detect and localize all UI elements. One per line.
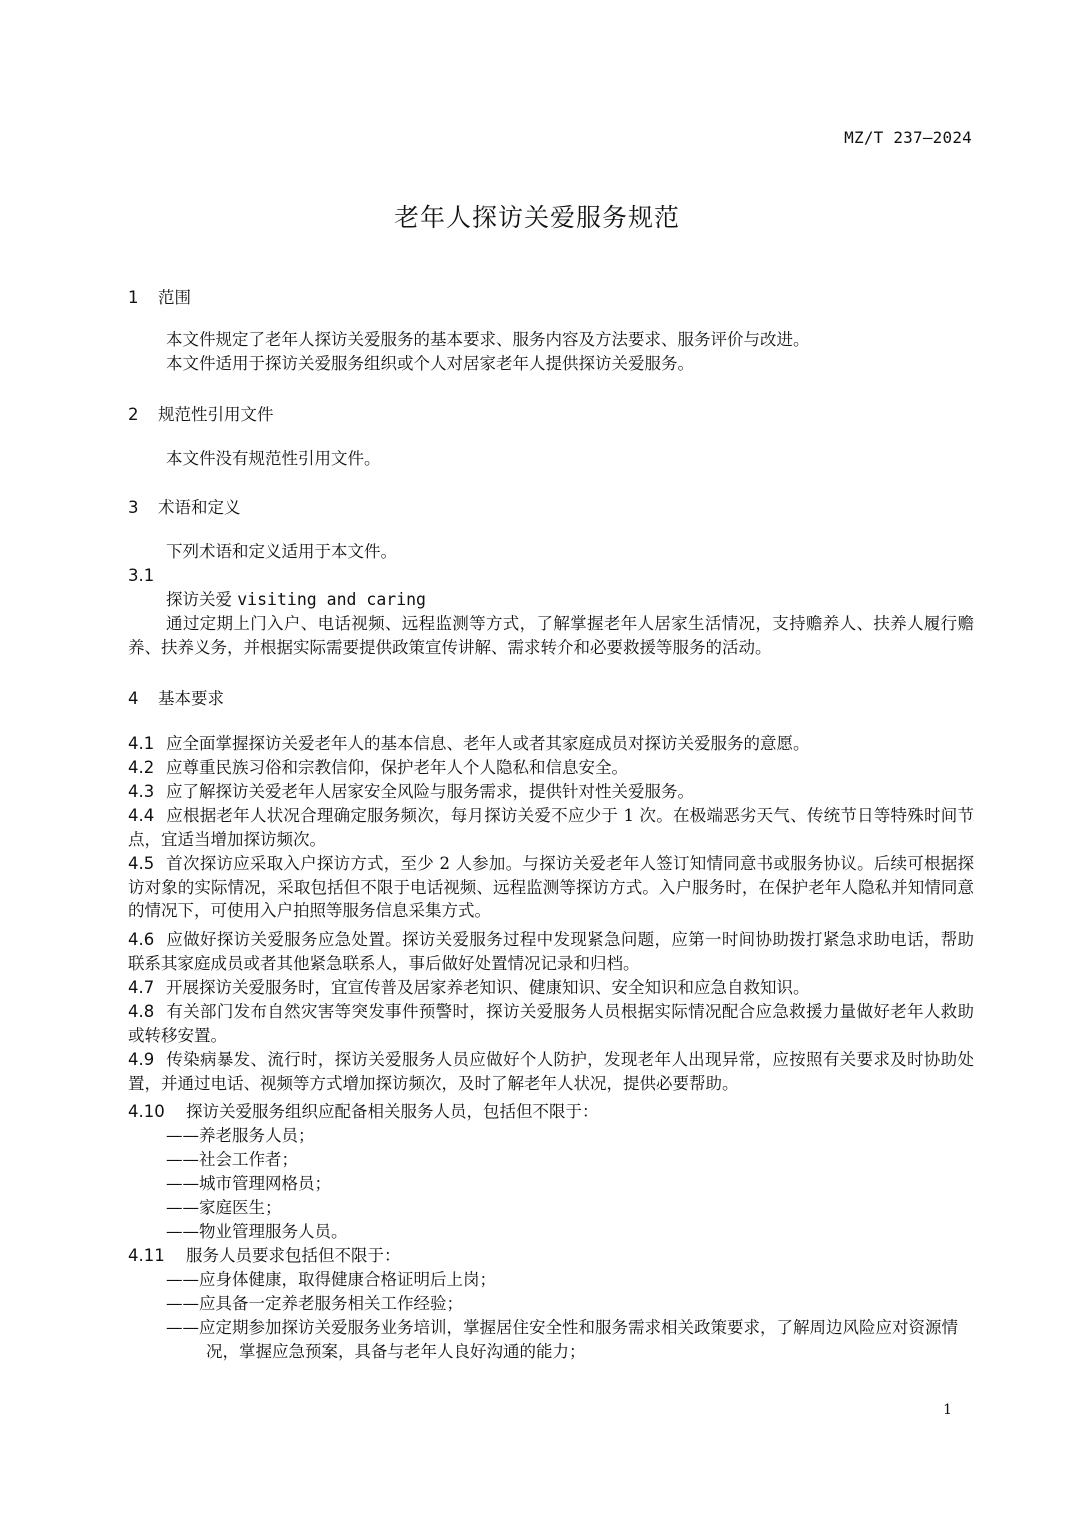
section-heading-3 [128,494,241,518]
clause-number: 4.8 [128,1002,155,1021]
clause-4-10 [128,1100,974,1124]
list-item: ——养老服务人员； [166,1126,315,1145]
clause-text: 应根据老年人状况合理确定服务频次，每月探访关爱不应少于 1 次。在极端恶劣天气、传统节日等特殊时间节点，宜适当增加探访频次。 [128,806,974,849]
clause-text: 首次探访应采取入户探访方式，至少 2 人参加。与探访关爱老年人签订知情同意书或服务协议。后续可根据探访对象的实际情况，采取包括但不限于电话视频、远程监测等探访方式。入户服务时，在保护老年人隐私并知情同意的情况下，可使用入户拍照等服务信息采集方式。 [128,854,974,920]
section-number: 3 [128,498,139,517]
clause-text: 探访关爱服务组织应配备相关服务人员，包括但不限于： [186,1102,599,1121]
term-zh: 探访关爱 [166,590,232,609]
term-number: 3.1 [128,566,155,585]
section-heading-2 [128,401,274,425]
clause-number: 4.10 [128,1102,165,1121]
paragraph: 本文件没有规范性引用文件。 [166,449,381,468]
list-item: ——应具备一定养老服务相关工作经验； [166,1294,463,1313]
clause-4-2 [128,756,974,780]
term-entry [128,588,1012,612]
clause-text: 开展探访关爱服务时，宜宣传普及居家养老知识、健康知识、安全知识和应急自救知识。 [166,978,810,997]
paragraph: 下列术语和定义适用于本文件。 [166,542,397,561]
section-heading-4 [128,685,224,709]
list-item: ——应定期参加探访关爱服务业务培训，掌握居住安全性和服务需求相关政策要求，了解周边风险应对资源情况，掌握应急预案，具备与老年人良好沟通的能力； [166,1318,958,1361]
clause-4-11 [128,1244,974,1268]
term-en: visiting and caring [237,590,426,609]
clause-number: 4.5 [128,854,155,873]
section-heading-1 [128,284,191,308]
paragraph: 本文件规定了老年人探访关爱服务的基本要求、服务内容及方法要求、服务评价与改进。 [166,330,810,349]
section-title: 范围 [158,288,191,307]
section-title: 基本要求 [158,689,224,708]
clause-4-7 [128,976,974,1000]
clause-number: 4.9 [128,1050,155,1069]
clause-text: 服务人员要求包括但不限于： [186,1246,401,1265]
clause-4-5 [128,852,974,923]
clause-number: 4.2 [128,758,155,777]
clause-text: 传染病暴发、流行时，探访关爱服务人员应做好个人防护，发现老年人出现异常，应按照有关要求及时协助处置，并通过电话、视频等方式增加探访频次，及时了解老年人状况，提供必要帮助。 [128,1050,974,1093]
clause-number: 4.11 [128,1246,165,1265]
clause-text: 应做好探访关爱服务应急处置。探访关爱服务过程中发现紧急问题，应第一时间协助拨打紧急求助电话，帮助联系其家庭成员或者其他紧急联系人，事后做好处置情况记录和归档。 [128,930,974,973]
clause-4-8 [128,1000,974,1047]
clause-text: 应了解探访关爱老年人居家安全风险与服务需求，提供针对性关爱服务。 [166,782,694,801]
list-item: ——物业管理服务人员。 [166,1222,348,1241]
clause-number: 4.7 [128,978,155,997]
list-item: ——应身体健康，取得健康合格证明后上岗； [166,1270,496,1289]
clause-4-6 [128,928,974,975]
section-title: 规范性引用文件 [158,405,274,424]
standard-code: MZ/T 237—2024 [844,128,972,147]
section-number: 2 [128,405,139,424]
clause-4-9 [128,1048,974,1095]
clause-number: 4.4 [128,806,155,825]
clause-number: 4.1 [128,734,155,753]
term-definition: 通过定期上门入户、电话视频、远程监测等方式，了解掌握老年人居家生活情况，支持赡养人、扶养人履行赡养、扶养义务，并根据实际需要提供政策宣传讲解、需求转介和必要救援等服务的活动。 [128,614,974,657]
document-title: 老年人探访关爱服务规范 [393,203,680,232]
list-item: ——家庭医生； [166,1198,282,1217]
clause-text: 应尊重民族习俗和宗教信仰，保护老年人个人隐私和信息安全。 [166,758,628,777]
section-number: 1 [128,288,139,307]
clause-number: 4.3 [128,782,155,801]
clause-4-3 [128,780,974,804]
clause-text: 应全面掌握探访关爱老年人的基本信息、老年人或者其家庭成员对探访关爱服务的意愿。 [166,734,810,753]
section-title: 术语和定义 [158,498,241,517]
clause-number: 4.6 [128,930,155,949]
clause-4-4 [128,804,974,851]
page-number: 1 [943,1402,952,1418]
clause-4-1 [128,732,974,756]
section-number: 4 [128,689,139,708]
clause-text: 有关部门发布自然灾害等突发事件预警时，探访关爱服务人员根据实际情况配合应急救援力量做好老年人救助或转移安置。 [128,1002,974,1045]
list-item: ——城市管理网格员； [166,1174,331,1193]
paragraph: 本文件适用于探访关爱服务组织或个人对居家老年人提供探访关爱服务。 [166,354,694,373]
list-item: ——社会工作者； [166,1150,298,1169]
